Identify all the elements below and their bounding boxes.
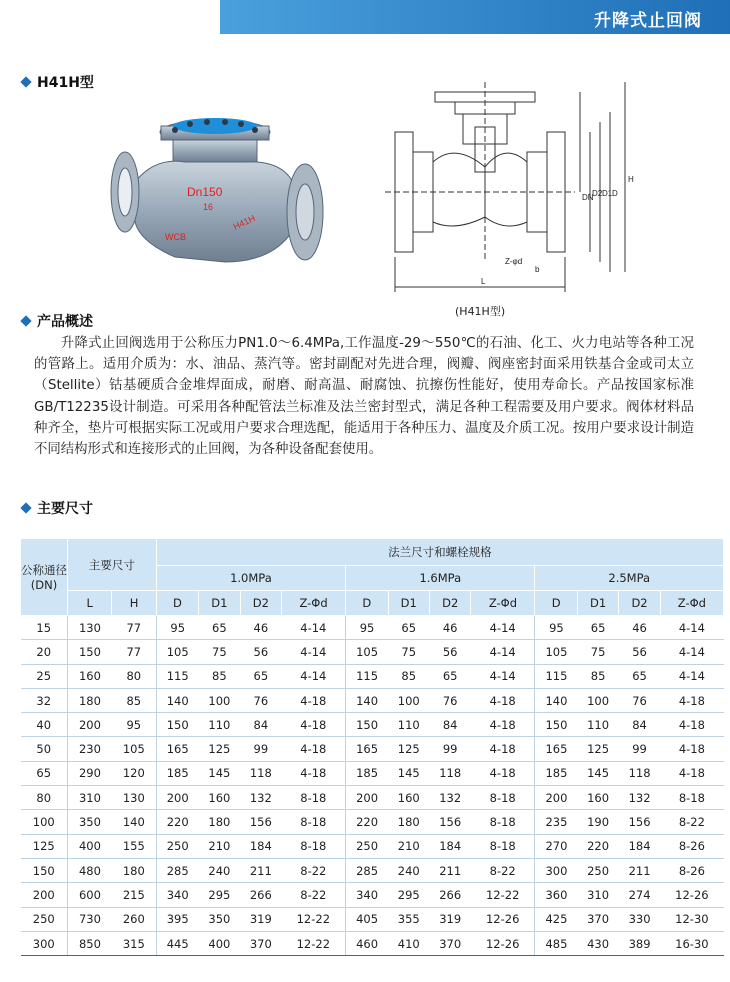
table-cell: 4-18	[471, 761, 535, 785]
table-cell: 350	[199, 907, 240, 931]
table-cell: 56	[240, 640, 281, 664]
diamond-bullet-icon	[20, 502, 31, 513]
table-cell: 8-18	[282, 834, 346, 858]
column-header: D	[535, 591, 577, 616]
table-cell: 250	[21, 907, 68, 931]
table-cell: 100	[199, 688, 240, 712]
table-cell: 4-18	[282, 761, 346, 785]
table-cell: 410	[388, 931, 429, 955]
table-cell: 355	[388, 907, 429, 931]
table-cell: 211	[619, 858, 660, 882]
table-cell: 115	[346, 664, 388, 688]
table-cell: 145	[577, 761, 618, 785]
table-cell: 56	[429, 640, 470, 664]
table-cell: 270	[535, 834, 577, 858]
table-cell: 110	[577, 713, 618, 737]
dim-label-dn: DN	[582, 193, 594, 202]
table-cell: 185	[156, 761, 198, 785]
table-cell: 180	[388, 810, 429, 834]
table-cell: 425	[535, 907, 577, 931]
table-cell: 156	[619, 810, 660, 834]
table-cell: 185	[535, 761, 577, 785]
table-cell: 95	[156, 616, 198, 640]
table-cell: 150	[156, 713, 198, 737]
table-cell: 315	[112, 931, 156, 955]
table-cell: 32	[21, 688, 68, 712]
table-row	[21, 907, 724, 931]
column-header: Z-Φd	[660, 591, 723, 616]
table-cell: 240	[388, 858, 429, 882]
table-cell: 77	[112, 616, 156, 640]
table-cell: 140	[535, 688, 577, 712]
table-cell: 319	[429, 907, 470, 931]
table-cell: 250	[346, 834, 388, 858]
table-row	[21, 713, 724, 737]
table-cell: 115	[156, 664, 198, 688]
pressure-header: 1.0MPa	[156, 566, 345, 591]
table-cell: 76	[619, 688, 660, 712]
main-dims-header: 主要尺寸	[68, 539, 157, 591]
table-row	[21, 737, 724, 761]
table-cell: 110	[388, 713, 429, 737]
table-cell: 4-14	[660, 664, 723, 688]
table-cell: 105	[535, 640, 577, 664]
dim-label-z: Z-φd	[505, 257, 523, 266]
table-cell: 400	[199, 931, 240, 955]
table-cell: 65	[388, 616, 429, 640]
table-cell: 395	[156, 907, 198, 931]
table-cell: 4-18	[660, 737, 723, 761]
table-cell: 350	[68, 810, 112, 834]
table-cell: 4-14	[282, 664, 346, 688]
table-cell: 8-26	[660, 858, 723, 882]
table-cell: 95	[112, 713, 156, 737]
table-cell: 405	[346, 907, 388, 931]
table-cell: 184	[429, 834, 470, 858]
table-cell: 4-14	[660, 640, 723, 664]
table-cell: 118	[429, 761, 470, 785]
table-cell: 220	[577, 834, 618, 858]
table-cell: 165	[156, 737, 198, 761]
table-cell: 220	[346, 810, 388, 834]
marking-material: WCB	[165, 232, 186, 242]
table-cell: 150	[68, 640, 112, 664]
table-cell: 65	[21, 761, 68, 785]
dim-label-h: H	[628, 175, 634, 184]
table-cell: 310	[68, 786, 112, 810]
table-cell: 118	[240, 761, 281, 785]
table-cell: 65	[577, 616, 618, 640]
title-banner	[220, 0, 730, 34]
table-cell: 150	[535, 713, 577, 737]
table-cell: 220	[156, 810, 198, 834]
table-cell: 260	[112, 907, 156, 931]
table-cell: 46	[619, 616, 660, 640]
table-cell: 15	[21, 616, 68, 640]
table-cell: 184	[619, 834, 660, 858]
table-cell: 65	[240, 664, 281, 688]
table-cell: 8-18	[282, 810, 346, 834]
table-cell: 65	[619, 664, 660, 688]
table-cell: 370	[240, 931, 281, 955]
table-cell: 480	[68, 858, 112, 882]
table-cell: 285	[156, 858, 198, 882]
table-cell: 180	[68, 688, 112, 712]
table-cell: 12-26	[660, 883, 723, 907]
column-header: L	[68, 591, 112, 616]
table-row	[21, 664, 724, 688]
table-cell: 389	[619, 931, 660, 955]
table-cell: 850	[68, 931, 112, 955]
dim-label-d1: D1	[602, 189, 613, 198]
dn-header: 公称通径(DN)	[21, 539, 68, 616]
table-cell: 445	[156, 931, 198, 955]
table-cell: 80	[21, 786, 68, 810]
column-header: D2	[240, 591, 281, 616]
table-cell: 211	[429, 858, 470, 882]
table-cell: 125	[21, 834, 68, 858]
table-cell: 145	[388, 761, 429, 785]
table-cell: 156	[240, 810, 281, 834]
table-cell: 485	[535, 931, 577, 955]
table-cell: 95	[346, 616, 388, 640]
table-cell: 4-18	[471, 737, 535, 761]
table-cell: 4-18	[282, 688, 346, 712]
table-cell: 8-18	[660, 786, 723, 810]
table-cell: 99	[429, 737, 470, 761]
table-cell: 140	[112, 810, 156, 834]
table-cell: 12-22	[282, 931, 346, 955]
table-cell: 4-14	[471, 664, 535, 688]
table-cell: 125	[388, 737, 429, 761]
marking-pressure: 16	[203, 202, 214, 212]
table-cell: 200	[346, 786, 388, 810]
table-cell: 46	[429, 616, 470, 640]
table-cell: 100	[577, 688, 618, 712]
table-cell: 155	[112, 834, 156, 858]
table-cell: 190	[577, 810, 618, 834]
table-cell: 235	[535, 810, 577, 834]
column-header: D1	[199, 591, 240, 616]
table-cell: 110	[199, 713, 240, 737]
table-cell: 210	[199, 834, 240, 858]
table-cell: 430	[577, 931, 618, 955]
table-cell: 100	[21, 810, 68, 834]
overview-text: 升降式止回阀选用于公称压力PN1.0～6.4MPa,工作温度-29～550℃的石油、化工、火力电站等各种工况的管路上。适用介质为：水、油品、蒸汽等。密封副配对先进合理，阀瓣、阀座密封面采用铁基合金或司太立（Stellite）钴基硬质合金堆焊面成，耐磨、耐高温、耐腐蚀、抗擦伤性能好，使用寿命长。产品按国家标准GB/T12235设计制造。可采用各种配管法兰标准及法兰密封型式，满足各种工程需要及用户要求。阀体材料品种齐全，垫片可根据实际工况或用户要求合理选配，能适用于各种压力、温度及介质工况。按用户要求设计制造不同结构形式和连接形式的止回阀，为各种设备配套使用。	[34, 336, 694, 458]
table-cell: 400	[68, 834, 112, 858]
table-cell: 85	[112, 688, 156, 712]
column-header: H	[112, 591, 156, 616]
table-cell: 132	[619, 786, 660, 810]
table-cell: 4-18	[660, 713, 723, 737]
column-header: D2	[429, 591, 470, 616]
table-cell: 120	[112, 761, 156, 785]
table-row	[21, 640, 724, 664]
table-cell: 40	[21, 713, 68, 737]
table-cell: 140	[156, 688, 198, 712]
table-cell: 12-26	[471, 907, 535, 931]
table-cell: 180	[112, 858, 156, 882]
table-row	[21, 931, 724, 955]
table-cell: 118	[619, 761, 660, 785]
table-cell: 295	[388, 883, 429, 907]
table-cell: 295	[199, 883, 240, 907]
table-cell: 140	[346, 688, 388, 712]
table-cell: 230	[68, 737, 112, 761]
table-cell: 4-14	[282, 640, 346, 664]
overview-heading	[22, 311, 93, 331]
table-cell: 4-18	[660, 761, 723, 785]
table-cell: 84	[429, 713, 470, 737]
table-cell: 145	[199, 761, 240, 785]
table-cell: 125	[199, 737, 240, 761]
table-cell: 115	[535, 664, 577, 688]
table-cell: 16-30	[660, 931, 723, 955]
table-cell: 200	[68, 713, 112, 737]
column-header: D2	[619, 591, 660, 616]
column-header: D1	[388, 591, 429, 616]
table-cell: 99	[619, 737, 660, 761]
table-cell: 340	[156, 883, 198, 907]
valve-drawing	[385, 72, 655, 322]
table-row	[21, 834, 724, 858]
table-cell: 75	[388, 640, 429, 664]
page-title: 升降式止回阀	[594, 11, 702, 31]
table-cell: 8-26	[660, 834, 723, 858]
table-cell: 100	[388, 688, 429, 712]
dimensions-heading-label: 主要尺寸	[37, 501, 93, 517]
table-cell: 132	[240, 786, 281, 810]
table-row	[21, 688, 724, 712]
drawing-caption: (H41H型)	[455, 305, 506, 318]
table-cell: 65	[429, 664, 470, 688]
table-cell: 266	[429, 883, 470, 907]
table-cell: 50	[21, 737, 68, 761]
table-cell: 4-18	[282, 737, 346, 761]
table-cell: 211	[240, 858, 281, 882]
table-cell: 200	[156, 786, 198, 810]
table-cell: 180	[199, 810, 240, 834]
pressure-header: 1.6MPa	[346, 566, 535, 591]
marking-dn: Dn150	[187, 185, 223, 199]
table-cell: 77	[112, 640, 156, 664]
diamond-bullet-icon	[20, 315, 31, 326]
table-cell: 75	[199, 640, 240, 664]
table-cell: 8-18	[471, 786, 535, 810]
table-cell: 200	[21, 883, 68, 907]
table-cell: 266	[240, 883, 281, 907]
table-cell: 300	[535, 858, 577, 882]
table-cell: 75	[577, 640, 618, 664]
table-cell: 80	[112, 664, 156, 688]
dimensions-table	[20, 538, 724, 956]
table-cell: 290	[68, 761, 112, 785]
table-cell: 150	[21, 858, 68, 882]
table-cell: 156	[429, 810, 470, 834]
table-cell: 160	[199, 786, 240, 810]
table-cell: 274	[619, 883, 660, 907]
column-header: Z-Φd	[282, 591, 346, 616]
dim-label-d2: D2	[592, 189, 603, 198]
column-header: D	[346, 591, 388, 616]
valve-photo	[95, 112, 335, 282]
table-cell: 84	[240, 713, 281, 737]
table-cell: 105	[346, 640, 388, 664]
table-cell: 20	[21, 640, 68, 664]
table-cell: 4-14	[282, 616, 346, 640]
table-cell: 130	[68, 616, 112, 640]
table-cell: 76	[240, 688, 281, 712]
table-cell: 85	[199, 664, 240, 688]
table-cell: 184	[240, 834, 281, 858]
dim-label-d: D	[612, 189, 618, 198]
table-cell: 160	[577, 786, 618, 810]
column-header: D	[156, 591, 198, 616]
table-cell: 4-14	[471, 616, 535, 640]
table-cell: 8-18	[471, 834, 535, 858]
table-cell: 4-18	[282, 713, 346, 737]
table-cell: 12-30	[660, 907, 723, 931]
table-cell: 8-22	[282, 883, 346, 907]
marking-model: H41H	[231, 213, 257, 232]
table-cell: 8-22	[282, 858, 346, 882]
table-cell: 95	[535, 616, 577, 640]
table-cell: 330	[619, 907, 660, 931]
dim-label-l: L	[481, 277, 486, 286]
table-cell: 370	[577, 907, 618, 931]
column-header: D1	[577, 591, 618, 616]
table-cell: 210	[388, 834, 429, 858]
overview-heading-label: 产品概述	[37, 314, 93, 330]
table-cell: 46	[240, 616, 281, 640]
column-header: Z-Φd	[471, 591, 535, 616]
table-cell: 360	[535, 883, 577, 907]
table-cell: 160	[68, 664, 112, 688]
model-heading	[22, 72, 94, 92]
diamond-bullet-icon	[20, 76, 31, 87]
table-cell: 250	[156, 834, 198, 858]
table-cell: 12-22	[282, 907, 346, 931]
table-cell: 240	[199, 858, 240, 882]
table-cell: 4-18	[471, 713, 535, 737]
table-row	[21, 858, 724, 882]
table-cell: 4-18	[471, 688, 535, 712]
table-cell: 370	[429, 931, 470, 955]
table-row	[21, 883, 724, 907]
table-cell: 250	[577, 858, 618, 882]
table-cell: 65	[199, 616, 240, 640]
table-row	[21, 810, 724, 834]
table-cell: 4-14	[660, 616, 723, 640]
table-cell: 84	[619, 713, 660, 737]
table-row	[21, 616, 724, 640]
table-cell: 165	[346, 737, 388, 761]
table-cell: 8-18	[471, 810, 535, 834]
table-cell: 25	[21, 664, 68, 688]
table-cell: 4-14	[471, 640, 535, 664]
table-cell: 130	[112, 786, 156, 810]
table-cell: 4-18	[660, 688, 723, 712]
dim-label-b: b	[535, 265, 540, 274]
table-cell: 215	[112, 883, 156, 907]
table-row	[21, 761, 724, 785]
table-cell: 12-26	[471, 931, 535, 955]
table-cell: 8-18	[282, 786, 346, 810]
model-label: H41H型	[37, 75, 94, 91]
table-cell: 105	[156, 640, 198, 664]
table-cell: 160	[388, 786, 429, 810]
table-row	[21, 786, 724, 810]
table-cell: 56	[619, 640, 660, 664]
table-cell: 185	[346, 761, 388, 785]
table-cell: 125	[577, 737, 618, 761]
table-cell: 600	[68, 883, 112, 907]
table-cell: 8-22	[660, 810, 723, 834]
flange-header: 法兰尺寸和螺栓规格	[156, 539, 723, 566]
table-cell: 300	[21, 931, 68, 955]
table-cell: 310	[577, 883, 618, 907]
table-cell: 132	[429, 786, 470, 810]
table-cell: 12-22	[471, 883, 535, 907]
table-cell: 85	[388, 664, 429, 688]
pressure-header: 2.5MPa	[535, 566, 724, 591]
table-cell: 76	[429, 688, 470, 712]
table-cell: 99	[240, 737, 281, 761]
table-cell: 165	[535, 737, 577, 761]
table-cell: 8-22	[471, 858, 535, 882]
table-cell: 105	[112, 737, 156, 761]
table-cell: 319	[240, 907, 281, 931]
table-cell: 460	[346, 931, 388, 955]
dimensions-heading	[22, 498, 93, 518]
table-cell: 85	[577, 664, 618, 688]
table-cell: 340	[346, 883, 388, 907]
table-cell: 730	[68, 907, 112, 931]
table-cell: 285	[346, 858, 388, 882]
table-cell: 150	[346, 713, 388, 737]
table-cell: 200	[535, 786, 577, 810]
